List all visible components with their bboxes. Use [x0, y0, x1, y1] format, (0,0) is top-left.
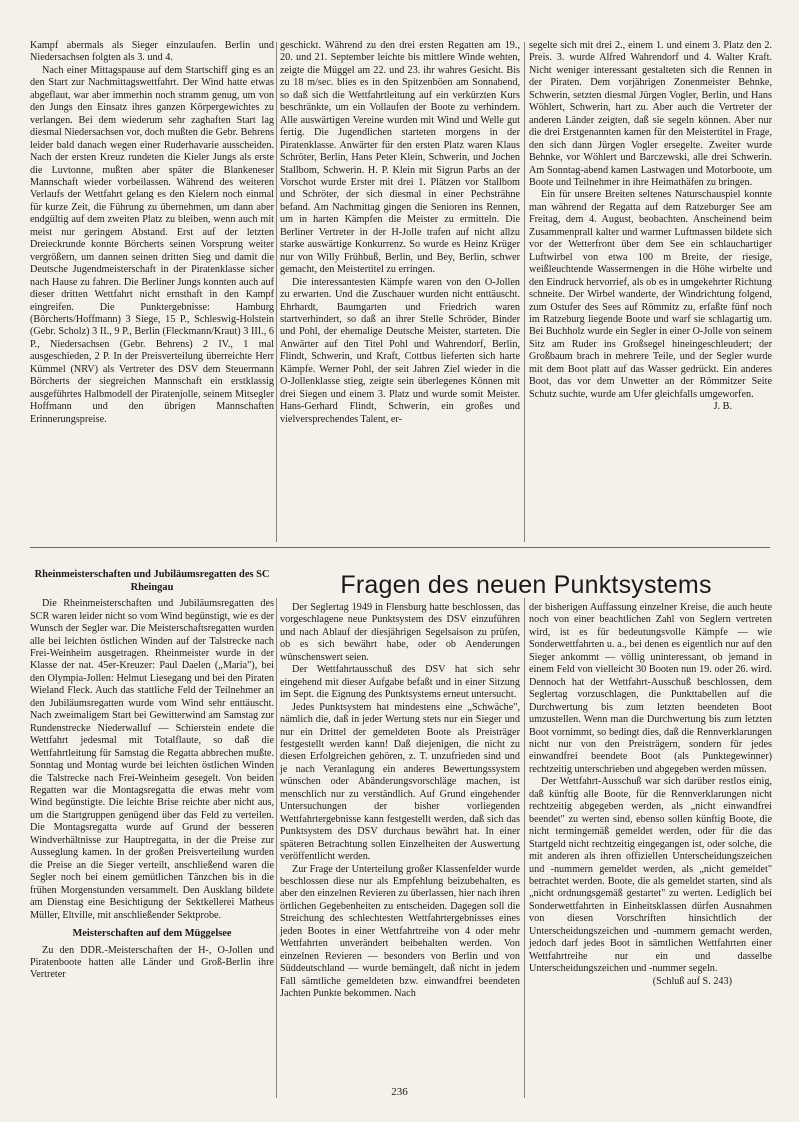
paragraph: Der Seglertag 1949 in Flensburg hatte beschlossen, das vorgeschlagene neue Punktsystem des DSV einzuführen und nach Ablauf der diesjährigen Segelsaison zu prüfen, ob es sich bewährt habe, oder ob Aenderungen wünschenswert seien.: [280, 602, 520, 663]
paragraph: Die Rheinmeisterschaften und Jubiläumsregatten des SCR waren leider nicht so vom Wind begünstigt, wie es der Wunsch der Segler war. Die Meisterschaftsregatten wurden alle bei leichten östlichen Winden auf der Talstrecke nach Frei-Weinheim ausgetragen. Rheinmeister wurde in der Klasse der nat. 45er-Kreuzer: Paul Daelen („Maria"), bei den Olympia-Jollen: Helmut Liesegang und bei den Piraten Wieland Fleck. Auch das stattliche Feld der Teilnehmer an den Jubiläumsregatten wurde vom Wind sehr enttäuscht. Nach zweimaligem Start bei Gewitterwind am Samstag zur Rundenstrecke Niederwalluf — Schierstein endete die Wettfahrt jedesmal mit Totalflaute, so daß die Wettfahrtleitung für Samstag die Regatta abbrechen mußte. Sonntag und Montag wurde bei leichten östlichen Winden die Talstrecke nach Frei-Weinheim gesegelt. Von beiden Regatten war die Montagsregatta die etwas mehr vom Wind begünstigte. Die leichte Brise reichte aber nicht aus, um die Startgruppen genügend über das Feld zu verteilen. Die Montagsregatta wurde auf Grund der besseren Windverhältnisse zur Hauptregatta, in der die Preise zur Ausseglung kamen. In der großen Preisverteilung wurden die Preise an die Sieger verteilt, anschließend waren die Segler noch bei einem gemütlichen Tänzchen bis in die frühen Morgenstunden versammelt. Den Ausklang bildete am Dienstag eine Besichtigung der Sektkellerei Matheus Müller, Eltville, mit anschließender Sektprobe.: [30, 598, 274, 921]
paragraph: Nach einer Mittagspause auf dem Startschiff ging es an den Start zur Nachmittagswettfahrt. Der Wind hatte etwas abgeflaut, war aber immerhin noch stramm genug, um von den Jungs den Einsatz ihres ganzen Körpergewichtes zu verlangen. Bei dem wiederum sehr zaghaften Start lag diesmal Niedersachsen vor, doch mußten die Gebr. Behrens leider bald danach wegen einer Ruderhavarie ausscheiden. Nach der ersten Kreuz rundeten die Kieler Jungs als erste die Luvtonne, mußten aber später die Blankeneser Mannschaft wieder vorbeilassen. Während des weiteren Verlaufs der Wettfahrt gelang es den Kielern noch einmal für kurze Zeit, die Führung zu übernehmen, um dann aber endgültig auf dem zweiten Platz zu bleiben, wenn auch mit meist nur geringem Abstand. Erst auf der letzten Dreieckrunde konnte Börcherts seinen Vorsprung weiter vergrößern, um dannen seinen dritten Sieg und damit die Deutsche Jugendmeisterschaft in der Piratenklasse sicher nach Hause zu fahren. Die Berliner Jungs konnten auch auf dieser dritten Wettfahrt nicht ernsthaft in den Kampf eingreifen. Die Punktergebnisse: Hamburg (Börcherts/Hoffmann) 3 Siege, 15 P., Schleswig-Holstein (Gebr. Scholz) 3 II., 9 P., Berlin (Fleckmann/Kraut) 3 III., 6 P., Niedersachsen (Gebr. Behrens) 2 IV., 1 mal ausgeschieden, 2 P. In der Preisverteilung überreichte Herr Kümmel (NRV) als Vertreter des DSV dem Steuermann Börcherts der siegreichen Mannschaft ein erstklassig ausgeführtes Halbmodell der Piratenjolle, seinem Mitsegler Hoffmann und den übrigen Mannschaften Erinnerungspreise.: [30, 64, 274, 425]
continuation-note: (Schluß auf S. 243): [652, 975, 732, 987]
paragraph: Der Wettfahrt-Ausschuß war sich darüber restlos einig, daß künftig alle Boote, für die Rennverklarungen nicht rechtzeitig abgegeben werden, als „nicht einwandfrei beendet" zu werten sind, ebenso sollen künftig Boote, die nicht termingemäß gemeldet werden, oder für die das Startgeld nicht rechtzeitig eingegangen ist, oder solche, die mit anderen als ihren offiziellen Unterscheidungszeichen und -nummern gemeldet werden, als „nicht gemeldet" betrachtet werden. Boote, die als gemeldet starten, sind als „nicht ordnungsgemäß gestartet" zu werten. Lediglich bei Sonderwettfahrten in Einheitsklassen dürfen Ausnahmen von diesen Vorschriften hinsichtlich der Unterscheidungszeichen und -nummern gemacht werden, jedoch darf jedes Boot in sämtlichen Wettfahrten einer Wettfahrtreihe nur ein und dasselbe Unterscheidungszeichen und -nummer segeln.: [529, 776, 772, 975]
section-heading: Rheinmeisterschaften und Jubiläumsregatten des SC Rheingau: [34, 569, 270, 593]
paragraph: geschickt. Während zu den drei ersten Regatten am 19., 20. und 21. September leichte bis mittlere Winde wehten, zeigte die Müggel am 22. und 23. ihr wahres Gesicht. Bis zu 18 m/sec. blies es in den Spitzenböen am Sonnabend, so daß sich die Wettfahrtleitung auf ein verkürzten Kurs beschränkte, um ein Vollaufen der Boote zu verhindern. Alle auswärtigen Vereine wurden mit Wind und Welle gut fertig. Die Jugendlichen starteten morgens in der Piratenklasse. Anwärter für den ersten Platz waren Klaus Schröter, Berlin, Hans Peter Klein, Schwerin, und Jochen Stallbom, Schwerin. H. P. Klein mit Sigrun Parbs an der Vorschot wurde Erster mit drei 1. Plätzen vor Stallbom und Schröter, der sich diesmal in einer Pechsträhne befand. Am Nachmittag gingen die Senioren ins Rennen, um in harten Kämpfen die Meister zu ermitteln. Die Berliner Vertreter in der H-Jolle trafen auf nicht allzu starke auswärtige Konkurrenz. So wurde es Heinz Krüger nur von Willy Frühbuß, Berlin, und Bey, Berlin, schwer gemacht, den Meistertitel zu erringen.: [280, 40, 520, 276]
paragraph: der bisherigen Auffassung einzelner Kreise, die auch heute noch von einer beachtlichen Zahl von Seglern vertreten wird, ist es für bedeutungsvolle Kämpfe — wie Sonderwettfahrten u. a., bei denen es eigentlich nur auf den Sieger ankommt — völlig uninteressant, ob jemand in einem Feld von vielleicht 30 Booten nun 19. oder 26. wird. Dennoch hat der Wettfahrt-Ausschuß beschlossen, dem Seglertag vorzuschlagen, die Punkttabellen auf die Durchwertung bis zum letzten beendeten Boot umzustellen. Wenn man die Durchwertung bis zum letzten Boot vornimmt, so bedingt dies, daß die Rennverklarungen nicht nur von den Preisträgern, sondern für jedes einwandfrei beendete Boot (als Punktegewinner) rechtzeitig unterschrieben und abgegeben werden müssen.: [529, 602, 772, 775]
column-rule: [524, 598, 525, 1098]
article-column-2: [280, 40, 520, 426]
paragraph: segelte sich mit drei 2., einem 1. und einem 3. Platz den 2. Preis. 3. wurde Alfred Wahrendorf und 4. Walter Kraft. Nicht weniger interessant gestalteten sich die Rennen in der Piraten. Dem vorjährigen Zonenmeister Behnke, Schwerin, setzten diesmal Jürgen Vogler, Berlin, und Hans Wöhlert, Schwerin, hart zu. Aber auch die Vertreter der anderen Länder zeigten, daß sie segeln können. Aber nur die drei Erstgenannten kamen für den Meistertitel in Frage, den sich dann Jürgen Vogler ersegelte. Zweiter wurde Behnke, vor Wöhlert und Barczewski, alle drei Schwerin. Am Sonntag-abend kamen Lastwagen und Motorboote, um Boote und Teilnehmer in ihre Heimathäfen zu bringen.: [529, 40, 772, 188]
paragraph: Zu den DDR.-Meisterschaften der H-, O-Jollen und Piratenboote hatten alle Länder und Groß-Berlin ihre Vertreter: [30, 944, 274, 981]
article-column-1: [30, 40, 274, 426]
column-rule: [524, 42, 525, 542]
section-divider: [30, 547, 770, 548]
section-heading: Meisterschaften auf dem Müggelsee: [72, 927, 232, 939]
article-column-4: [30, 563, 274, 982]
paragraph: Ein für unsere Breiten seltenes Naturschauspiel konnte man während der Regatta auf dem Ratzeburger See am Freitag, dem 4. August, beobachten. Anscheinend beim Zusammenprall kalter und warmer Luftmassen bildete sich vor der Wetterfront über dem See ein schlauchartiger Luftwirbel von etwa 100 m Breite, der riesige, weißleuchtende Wassermengen in die Höhe wirbelte und den Eindruck hervorrief, als ob es in umgekehrter Richtung schneite. Der Wirbel wanderte, der Windrichtung folgend, zum Ostufer des Sees auf Römmitz zu, erfaßte fünf noch im Ratzeburg liegende Boote und warf sie schlagartig um. Bei Buchholz wurde ein Segler in einer O-Jolle von seinem Sitz am Ruder ins Großsegel hineingeschleudert; der Großbaum brach in mehrere Teile, und der Segler wurde mit dem Boot platt auf das Wasser gedrückt. Ein anderes Boot, das vor dem Unwetter an der Römmitzer Seite Schutz suchte, wurde am Ufer gleichfalls umgeworfen.: [529, 189, 772, 400]
column-rule: [276, 598, 277, 1098]
paragraph: Jedes Punktsystem hat mindestens eine „Schwäche", nämlich die, daß in jeder Wertung stets nur ein Sieger und nur ein Drittel der gemeldeten Boote als Preisträger festgestellt werden kann! Daß diejenigen, die nicht zu diesen Erfolgreichen gehören, z. T. unzufrieden sind und je nach Veranlagung ein anderes Bewertungssystem wünschen oder Abänderungsvorschläge machen, ist menschlich nur zu verständlich. Auf Grund eingehender Untersuchungen der bisher vorliegenden Wettfahrtergebnisse kann festgestellt werden, daß sich das Punktsystem des DSV durchaus bewährt hat. In einer späteren Betrachtung sollen Einzelheiten der Auswertung veröffentlicht werden.: [280, 701, 520, 863]
article-column-6: [529, 602, 772, 988]
article-column-5: [280, 602, 520, 1001]
paragraph: Die interessantesten Kämpfe waren von den O-Jollen zu erwarten. Und die Zuschauer wurden nicht enttäuscht. Ehrhardt, Baumgarten und Friedrich waren startverhindert, so daß an ihrer Stelle Schröder, Binder und Pohl, der ehemalige Deutsche Meister, starteten. Die Anwärter auf den Titel Pohl und Wahrendorf, Berlin, Flindt, Schwerin, und Kraft, Cottbus lieferten sich harte Kämpfe. Werner Pohl, der seit Jahren Ziel wieder in die O-Jollenklasse stieg, zeigte sein überlegenes Können mit drei Siegen und einem 3. Platz und wurde somit Meister. Hans-Gerhard Flindt, Schwerin, ein großes und vielversprechendes Talent, er-: [280, 276, 520, 425]
page-number: 236: [391, 1086, 408, 1098]
article-column-3: [529, 40, 772, 414]
author-signature: J. B.: [713, 401, 732, 413]
article-headline: Fragen des neuen Punktsystems: [340, 570, 712, 599]
paragraph: Zur Frage der Unterteilung großer Klassenfelder wurde beschlossen diese nur als Empfehlung beizubehalten, es aber den einzelnen Revieren zu überlassen, hier nach ihren örtlichen Gegebenheiten zu entscheiden. Dagegen soll die Streichung des schlechtesten Wettfahrtergebnisses eines jeden Bootes in einer Wettfahrtreihe von 4 oder mehr Wettfahrten unverändert beibehalten werden. Von einzelnen Revieren — besonders von Berlin und von Süddeutschland — wurde bemängelt, daß nicht in jedem Fall sämtliche gemeldeten bzw. einwandfrei beendeten Jachten Punkte bekommen. Nach: [280, 863, 520, 1000]
column-rule: [276, 42, 277, 542]
paragraph: Kampf abermals als Sieger einzulaufen. Berlin und Niedersachsen folgten als 3. und 4.: [30, 40, 274, 64]
paragraph: Der Wettfahrtausschuß des DSV hat sich sehr eingehend mit dieser Aufgabe befaßt und in einer Sitzung im Sept. die Eignung des Punktsystems erneut untersucht.: [280, 664, 520, 701]
